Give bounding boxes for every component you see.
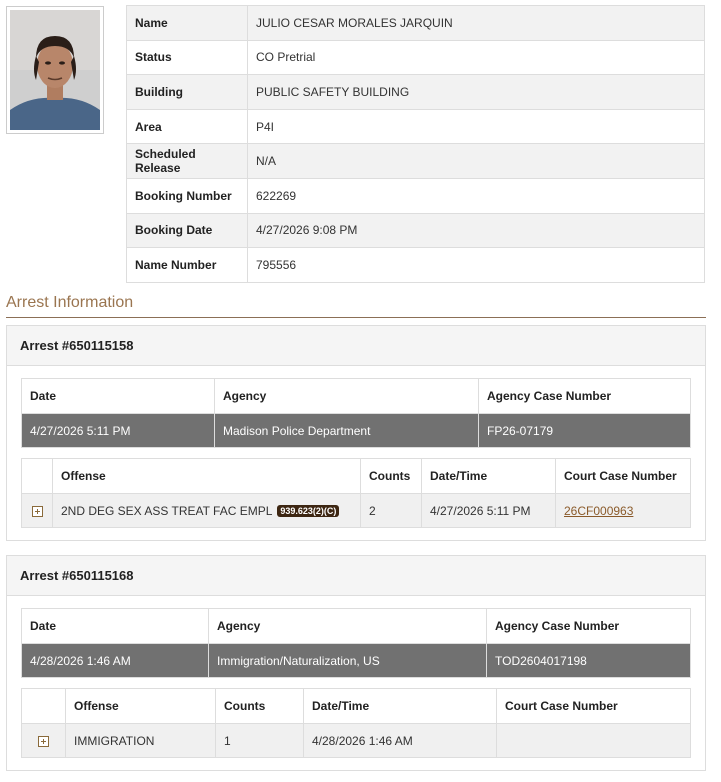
arrest-date: 4/27/2026 5:11 PM [22,414,215,448]
info-value: 622269 [248,178,705,213]
arrest-agency-case-number: FP26-07179 [479,414,691,448]
info-label: Status [127,40,248,75]
offense-row [22,494,691,528]
arrest-agency: Madison Police Department [215,414,479,448]
info-value: 4/27/2026 9:08 PM [248,213,705,248]
header-agency-case-number: Agency Case Number [487,609,691,644]
offense-cell [53,494,361,528]
header-date: Date [22,379,215,414]
arrest-agency: Immigration/Naturalization, US [209,644,487,678]
offense-row [22,724,691,758]
mugshot-photo [10,10,100,130]
header-agency: Agency [209,609,487,644]
header-datetime: Date/Time [304,689,497,724]
info-value: PUBLIC SAFETY BUILDING [248,75,705,110]
info-label: Building [127,75,248,110]
info-row [127,248,705,283]
header-counts: Counts [361,459,422,494]
header-expand [22,689,66,724]
arrest-agency-case-number: TOD2604017198 [487,644,691,678]
offense-counts: 1 [216,724,304,758]
info-label: Booking Number [127,178,248,213]
arrest-title: Arrest #650115158 [7,326,705,366]
header-court-case-number: Court Case Number [556,459,691,494]
expand-cell[interactable] [22,724,66,758]
info-row [127,213,705,248]
offense-counts: 2 [361,494,422,528]
info-row [127,178,705,213]
info-value: 795556 [248,248,705,283]
offense-name: 2ND DEG SEX ASS TREAT FAC EMPL [61,503,272,518]
offense-table [21,458,691,528]
header-agency-case-number: Agency Case Number [479,379,691,414]
info-label: Booking Date [127,213,248,248]
info-label: Name Number [127,248,248,283]
header-date: Date [22,609,209,644]
header-datetime: Date/Time [422,459,556,494]
arrest-row [22,414,691,448]
info-value: JULIO CESAR MORALES JARQUIN [248,6,705,41]
info-value: P4I [248,109,705,144]
info-label: Area [127,109,248,144]
arrest-title: Arrest #650115168 [7,556,705,596]
header-agency: Agency [215,379,479,414]
section-title-arrest-information: Arrest Information [6,294,706,318]
header-offense: Offense [66,689,216,724]
info-value: CO Pretrial [248,40,705,75]
expand-cell[interactable] [22,494,53,528]
offense-datetime: 4/27/2026 5:11 PM [422,494,556,528]
plus-box-icon[interactable] [32,506,43,517]
header-counts: Counts [216,689,304,724]
mugshot-frame [6,6,104,134]
info-value: N/A [248,144,705,179]
info-row [127,40,705,75]
court-case-cell [556,494,691,528]
info-label: Name [127,6,248,41]
info-row [127,144,705,179]
info-label: Scheduled Release [127,144,248,179]
info-row [127,109,705,144]
info-row [127,75,705,110]
header-offense: Offense [53,459,361,494]
offense-table [21,688,691,758]
statute-badge: 939.623(2)(C) [277,505,339,517]
header-expand [22,459,53,494]
arrest-panel [6,555,706,771]
offense-datetime: 4/28/2026 1:46 AM [304,724,497,758]
plus-box-icon[interactable] [38,736,49,747]
header-court-case-number: Court Case Number [497,689,691,724]
arrest-date: 4/28/2026 1:46 AM [22,644,209,678]
arrest-details-table [21,608,691,678]
arrest-details-table [21,378,691,448]
court-case-link[interactable]: 26CF000963 [564,503,634,518]
court-case-cell [497,724,691,758]
offense-name: IMMIGRATION [66,724,216,758]
info-row [127,6,705,41]
arrest-panel [6,325,706,541]
arrest-row [22,644,691,678]
inmate-info-table [126,5,705,283]
